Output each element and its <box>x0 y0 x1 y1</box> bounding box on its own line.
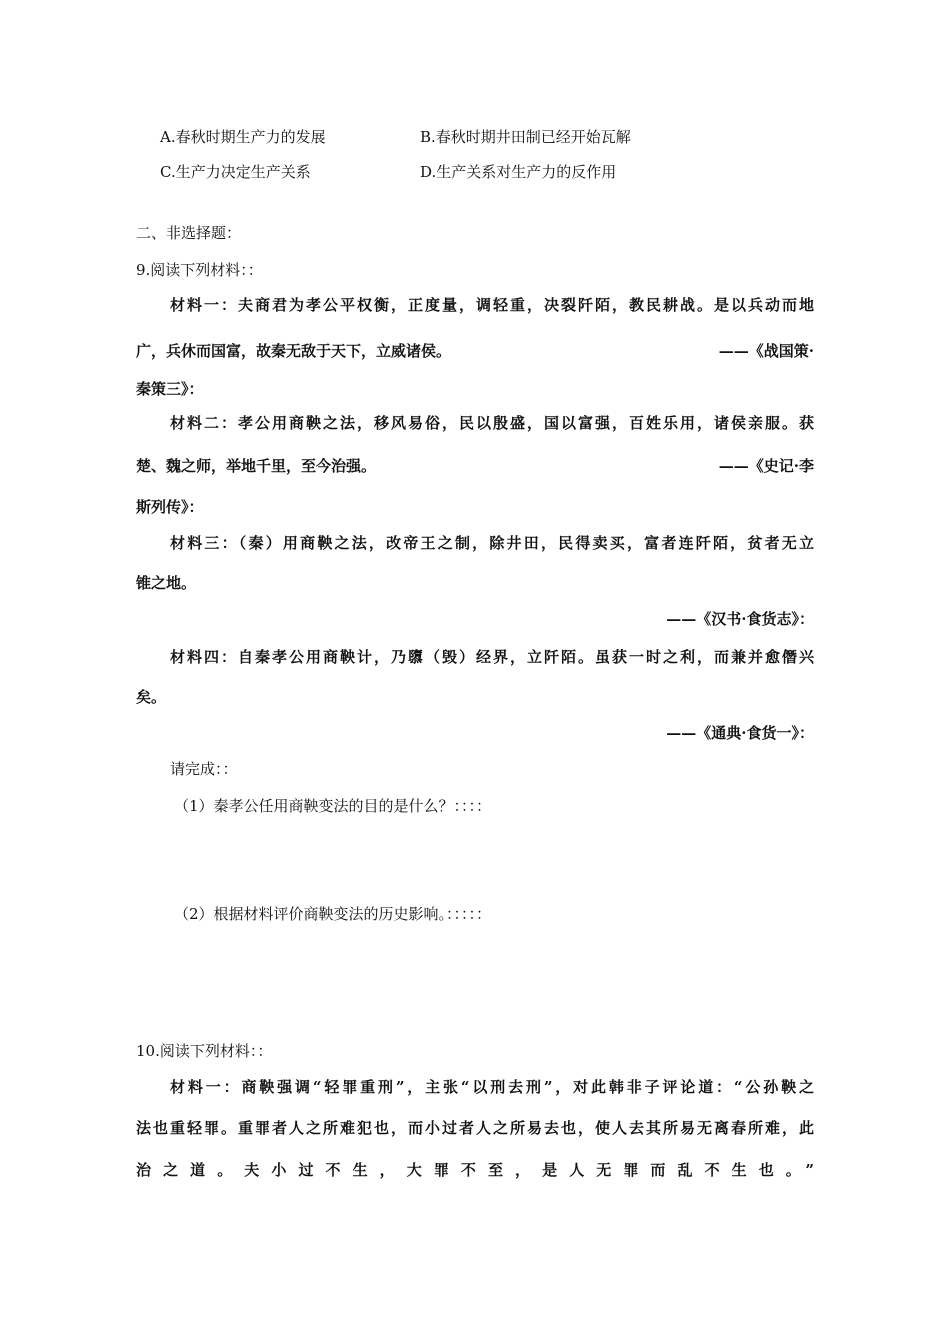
q9-material1-line2: 广，兵休而国富，故秦无敌于天下，立威诸侯。 <box>136 342 452 360</box>
q10-material1-line2: 法也重轻罪。重罪者人之所难犯也，而小过者人之所易去也，使人去其所易无离春所难，此 <box>136 1119 814 1137</box>
q9-material3-source: ——《汉书·食货志》： <box>666 610 814 628</box>
q9-material2-source-a: ——《史记·李 <box>718 457 814 475</box>
q9-material4-line1: 材料四：自秦孝公用商鞅计，乃隳（毁）经界，立阡陌。虽获一时之利，而兼并愈僭兴 <box>170 648 814 666</box>
option-c: C.生产力决定生产关系 <box>160 163 311 181</box>
q9-material3-line1: 材料三：（秦）用商鞅之法，改帝王之制，除井田，民得卖买，富者连阡陌，贫者无立 <box>170 534 814 552</box>
q9-material2-line1: 材料二：孝公用商鞅之法，移风易俗，民以殷盛，国以富强，百姓乐用，诸侯亲服。获 <box>170 414 814 432</box>
q9-prompt: 请完成：： <box>170 760 238 778</box>
q9-material1-line1: 材料一：夫商君为孝公平权衡，正度量，调轻重，决裂阡陌，教民耕战。是以兵动而地 <box>170 296 814 314</box>
q9-material4-line2: 矣。 <box>136 688 167 706</box>
option-a: A.春秋时期生产力的发展 <box>160 128 326 146</box>
q9-material3-line2: 锥之地。 <box>136 574 197 592</box>
q9-material2-source-b: 斯列传》： <box>136 498 204 516</box>
section-title: 二、非选择题： <box>136 224 242 242</box>
q9-subquestion-1: （1）秦孝公任用商鞅变法的目的是什么？：：：： <box>174 797 492 815</box>
q10-material1-line1: 材料一：商鞅强调“轻罪重刑”，主张“以刑去刑”，对此韩非子评论道：“公孙鞅之 <box>170 1078 814 1096</box>
q9-subquestion-2: （2）根据材料评价商鞅变法的历史影响。：：：：： <box>174 905 492 923</box>
q9-material1-source-b: 秦策三》： <box>136 380 204 398</box>
q9-material4-source: ——《通典·食货一》： <box>666 724 814 742</box>
option-b: B.春秋时期井田制已经开始瓦解 <box>420 128 631 146</box>
option-d: D.生产关系对生产力的反作用 <box>420 163 617 181</box>
q9-material2-line2: 楚、魏之师，举地千里，至今治强。 <box>136 457 377 475</box>
q10-material1-line3: 治之道。夫小过不生，大罪不至，是人无罪而乱不生也。” <box>136 1161 814 1179</box>
q9-heading: 9.阅读下列材料：： <box>136 261 263 279</box>
q9-material1-source-a: ——《战国策· <box>718 342 814 360</box>
q10-heading: 10.阅读下列材料：： <box>136 1042 273 1060</box>
